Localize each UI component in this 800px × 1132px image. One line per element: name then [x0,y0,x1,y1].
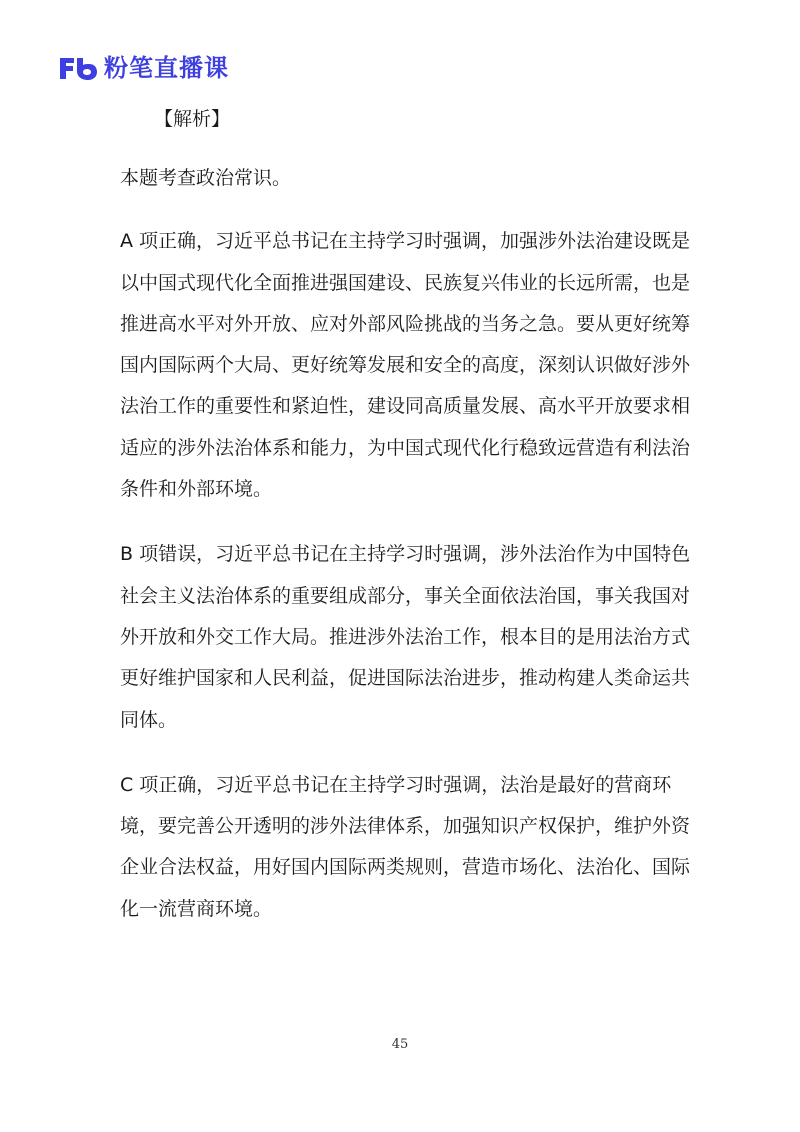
fb-logo-icon [58,55,98,81]
paragraph-option-a: A 项正确，习近平总书记在主持学习时强调，加强涉外法治建设既是以中国式现代化全面推进强国建设、民族复兴伟业的长远所需，也是推进高水平对外开放、应对外部风险挑战的当务之急。要从更好统筹国内国际两个大局、更好统筹发展和安全的高度，深刻认识做好涉外法治工作的重要性和紧迫性，建设同高质量发展、高水平开放要求相适应的涉外法治体系和能力，为中国式现代化行稳致远营造有利法治条件和外部环境。 [120,230,691,501]
paragraph-intro: 本题考查政治常识。 [120,167,292,189]
paragraph-option-c: C 项正确，习近平总书记在主持学习时强调，法治是最好的营商环境，要完善公开透明的涉外法律体系，加强知识产权保护，维护外资企业合法权益，用好国内国际两类规则，营造市场化、法治化、国际化一流营商环境。 [120,773,691,920]
paragraph-option-b: B 项错误，习近平总书记在主持学习时强调，涉外法治作为中国特色社会主义法治体系的重要组成部分，事关全面依法治国，事关我国对外开放和外交工作大局。推进涉外法治工作，根本目的是用法治方式更好维护国家和人民利益，促进国际法治进步，推动构建人类命运共同体。 [120,543,691,731]
brand-name: 粉笔直播课 [104,54,229,82]
document-body [120,96,692,954]
page-number: 45 [391,1037,409,1052]
header [58,52,229,84]
section-heading: 【解析】 [154,108,231,130]
